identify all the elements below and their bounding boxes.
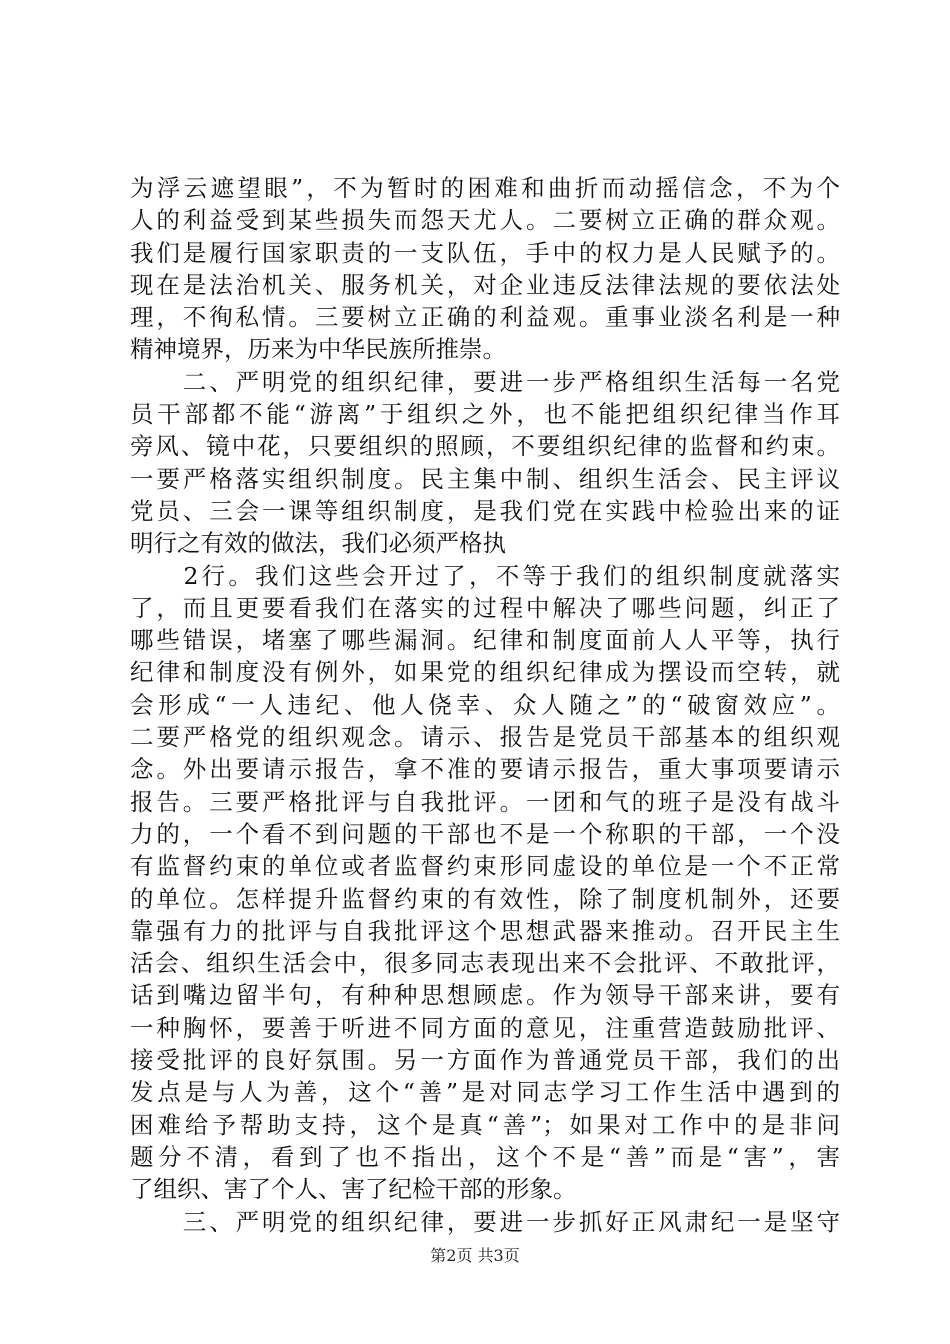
- text-line: 员干部都不能“游离”于组织之外，也不能把组织纪律当作耳: [130, 400, 840, 429]
- text-line: 念。外出要请示报告，拿不准的要请示报告，重大事项要请示: [130, 755, 840, 784]
- text-line: 题分不清，看到了也不指出，这个不是“善”而是“害”，害: [130, 1142, 840, 1171]
- text-line: 2行。我们这些会开过了，不等于我们的组织制度就落实: [130, 561, 840, 590]
- text-line: 我们是履行国家职责的一支队伍，手中的权力是人民赋予的。: [130, 238, 840, 267]
- text-line: 旁风、镜中花，只要组织的照顾，不要组织纪律的监督和约束。: [130, 432, 840, 461]
- text-line: 力的，一个看不到问题的干部也不是一个称职的干部，一个没: [130, 819, 840, 848]
- text-line: 三、严明党的组织纪律，要进一步抓好正风肃纪一是坚守: [130, 1207, 840, 1236]
- text-line: 党员、三会一课等组织制度，是我们党在实践中检验出来的证: [130, 496, 840, 525]
- text-line: 纪律和制度没有例外，如果党的组织纪律成为摆设而空转，就: [130, 658, 840, 687]
- text-line: 为浮云遮望眼”，不为暂时的困难和曲折而动摇信念，不为个: [130, 174, 840, 202]
- text-line: 了，而且更要看我们在落实的过程中解决了哪些问题，纠正了: [130, 593, 840, 622]
- text-line: 现在是法治机关、服务机关，对企业违反法律法规的要依法处: [130, 270, 840, 299]
- body-text: [130, 172, 840, 1238]
- text-line: 困难给予帮助支持，这个是真“善”；如果对工作中的是非问: [130, 1110, 840, 1139]
- text-line: 会形成“一人违纪、他人侥幸、众人随之”的“破窗效应”。: [130, 690, 840, 719]
- text-line: 有监督约束的单位或者监督约束形同虚设的单位是一个不正常: [130, 852, 840, 881]
- text-line: 的单位。怎样提升监督约束的有效性，除了制度机制外，还要: [130, 884, 840, 913]
- text-line: 明行之有效的做法，我们必须严格执: [130, 529, 506, 558]
- text-line: 接受批评的良好氛围。另一方面作为普通党员干部，我们的出: [130, 1046, 840, 1075]
- text-line: 理，不徇私情。三要树立正确的利益观。重事业淡名利是一种: [130, 303, 840, 332]
- text-line: 话到嘴边留半句，有种种思想顾虑。作为领导干部来讲，要有: [130, 981, 840, 1010]
- text-line: 活会、组织生活会中，很多同志表现出来不会批评、不敢批评，: [130, 949, 840, 978]
- text-line: 一要严格落实组织制度。民主集中制、组织生活会、民主评议: [130, 464, 840, 493]
- text-line: 人的利益受到某些损失而怨天尤人。二要树立正确的群众观。: [130, 206, 840, 235]
- text-line: 一种胸怀，要善于听进不同方面的意见，注重营造鼓励批评、: [130, 1013, 840, 1042]
- text-line: 报告。三要严格批评与自我批评。一团和气的班子是没有战斗: [130, 787, 840, 816]
- text-line: 精神境界，历来为中华民族所推崇。: [130, 335, 506, 364]
- text-line: 靠强有力的批评与自我批评这个思想武器来推动。召开民主生: [130, 916, 840, 945]
- text-line: 发点是与人为善，这个“善”是对同志学习工作生活中遇到的: [130, 1078, 840, 1107]
- text-line: 了组织、害了个人、害了纪检干部的形象。: [130, 1175, 577, 1204]
- text-line: 二要严格党的组织观念。请示、报告是党员干部基本的组织观: [130, 723, 840, 752]
- page-footer: 第2页 共3页: [430, 1246, 520, 1265]
- text-line: 二、严明党的组织纪律，要进一步严格组织生活每一名党: [130, 367, 840, 396]
- text-line: 哪些错误，堵塞了哪些漏洞。纪律和制度面前人人平等，执行: [130, 626, 840, 655]
